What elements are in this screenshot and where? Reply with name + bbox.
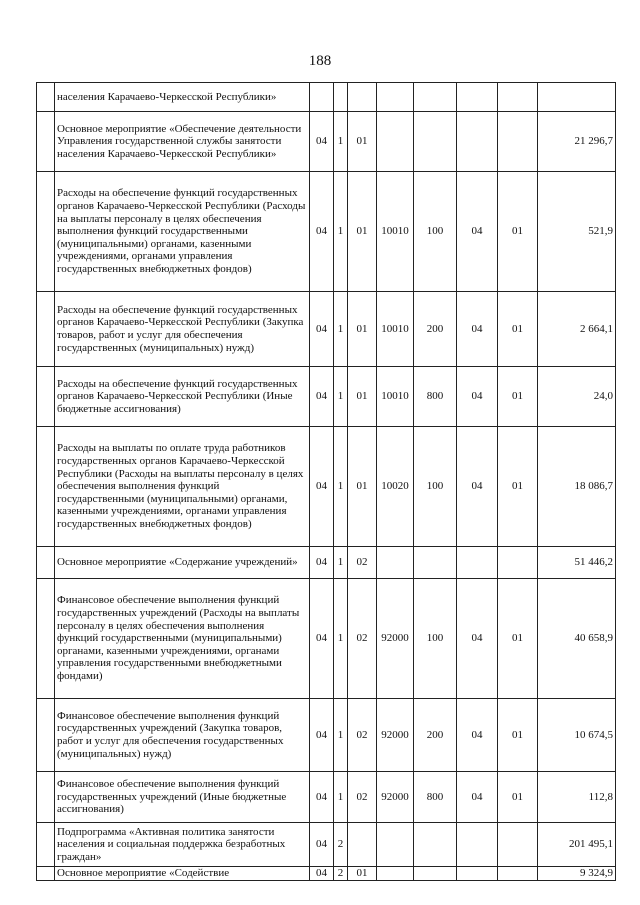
code-cell [457,867,498,881]
code-cell: 04 [310,427,334,547]
amount-cell: 112,8 [538,772,616,823]
code-cell: 01 [348,867,377,881]
table-row [37,579,616,699]
table-row [37,867,616,881]
amount-cell: 2 664,1 [538,292,616,367]
amount-cell: 10 674,5 [538,699,616,772]
margin-cell [37,823,55,867]
margin-cell [37,772,55,823]
amount-cell [538,83,616,112]
code-cell: 01 [498,367,538,427]
amount-cell: 24,0 [538,367,616,427]
code-cell [457,547,498,579]
code-cell [377,867,414,881]
code-cell: 04 [457,292,498,367]
code-cell [377,547,414,579]
code-cell: 10010 [377,292,414,367]
code-cell: 1 [334,579,348,699]
code-cell: 2 [334,867,348,881]
code-cell: 800 [414,772,457,823]
code-cell: 10020 [377,427,414,547]
margin-cell [37,83,55,112]
code-cell: 04 [310,699,334,772]
amount-cell: 201 495,1 [538,823,616,867]
code-cell: 200 [414,292,457,367]
code-cell: 01 [348,112,377,172]
code-cell [377,112,414,172]
margin-cell [37,112,55,172]
table-row [37,427,616,547]
code-cell [310,83,334,112]
code-cell: 01 [498,292,538,367]
code-cell: 01 [498,579,538,699]
code-cell: 100 [414,172,457,292]
item-name-cell: Основное мероприятие «Содействие [55,867,310,881]
code-cell: 1 [334,547,348,579]
code-cell: 200 [414,699,457,772]
code-cell: 100 [414,427,457,547]
code-cell [414,823,457,867]
code-cell: 04 [310,547,334,579]
code-cell [498,112,538,172]
code-cell [498,823,538,867]
code-cell: 01 [498,699,538,772]
budget-table [36,82,616,881]
code-cell [498,867,538,881]
code-cell: 1 [334,367,348,427]
item-name-cell: Основное мероприятие «Содержание учреждений» [55,547,310,579]
margin-cell [37,292,55,367]
code-cell: 04 [310,367,334,427]
margin-cell [37,427,55,547]
amount-cell: 40 658,9 [538,579,616,699]
code-cell [377,83,414,112]
code-cell: 1 [334,172,348,292]
code-cell [348,83,377,112]
amount-cell: 9 324,9 [538,867,616,881]
item-name-cell: Расходы на выплаты по оплате труда работников государственных органов Карачаево-Черкесской Республики (Расходы на выплаты персоналу в целях обеспечения выполнения функций государственными (муниципальными) органами, казенными учреждениями, органами управления государственных внебюджетных фондов) [55,427,310,547]
amount-cell: 521,9 [538,172,616,292]
code-cell [348,823,377,867]
code-cell [457,112,498,172]
margin-cell [37,172,55,292]
item-name-cell: Расходы на обеспечение функций государственных органов Карачаево-Черкесской Республики (Закупка товаров, работ и услуг для обеспечения государственных (муниципальных) нужд) [55,292,310,367]
table-row [37,772,616,823]
margin-cell [37,699,55,772]
code-cell: 04 [457,579,498,699]
code-cell [457,83,498,112]
code-cell: 04 [457,427,498,547]
code-cell: 01 [498,772,538,823]
code-cell: 04 [310,867,334,881]
item-name-cell: Финансовое обеспечение выполнения функций государственных учреждений (Расходы на выплаты персоналу в целях обеспечения выполнения функций государственными (муниципальными) органами, казенными учреждениями, органами управления государственными внебюджетными фондами) [55,579,310,699]
page-number: 188 [308,53,332,69]
code-cell: 02 [348,699,377,772]
amount-cell: 21 296,7 [538,112,616,172]
code-cell: 04 [310,579,334,699]
table-row [37,83,616,112]
code-cell [377,823,414,867]
code-cell [334,83,348,112]
table-row [37,547,616,579]
code-cell: 92000 [377,699,414,772]
code-cell: 01 [348,292,377,367]
item-name-cell: Финансовое обеспечение выполнения функций государственных учреждений (Закупка товаров, работ и услуг для обеспечения государственных (муниципальных) нужд) [55,699,310,772]
code-cell: 04 [310,823,334,867]
code-cell: 1 [334,772,348,823]
code-cell [414,547,457,579]
table-row [37,699,616,772]
code-cell: 1 [334,427,348,547]
table-row [37,367,616,427]
code-cell: 04 [457,772,498,823]
code-cell: 92000 [377,579,414,699]
item-name-cell: Расходы на обеспечение функций государственных органов Карачаево-Черкесской Республики (Расходы на выплаты персоналу в целях обеспечения выполнения функций государственными (муниципальными) органами, казенными учреждениями, органами управления государственных внебюджетных фондов) [55,172,310,292]
code-cell: 04 [457,367,498,427]
code-cell: 04 [457,699,498,772]
item-name-cell: Финансовое обеспечение выполнения функций государственных учреждений (Иные бюджетные ассигнования) [55,772,310,823]
code-cell [457,823,498,867]
code-cell: 01 [348,427,377,547]
code-cell: 1 [334,699,348,772]
code-cell: 100 [414,579,457,699]
item-name-cell: Основное мероприятие «Обеспечение деятельности Управления государственной службы занятости населения Карачаево-Черкесской Республики» [55,112,310,172]
table-body [37,83,616,881]
table-row [37,823,616,867]
table-row [37,292,616,367]
code-cell [414,83,457,112]
margin-cell [37,547,55,579]
margin-cell [37,367,55,427]
code-cell: 02 [348,772,377,823]
code-cell: 01 [348,367,377,427]
code-cell: 800 [414,367,457,427]
code-cell: 04 [310,772,334,823]
table-row [37,112,616,172]
amount-cell: 18 086,7 [538,427,616,547]
code-cell: 04 [310,172,334,292]
code-cell: 1 [334,292,348,367]
code-cell: 04 [310,292,334,367]
code-cell [498,83,538,112]
code-cell [414,112,457,172]
code-cell: 02 [348,547,377,579]
amount-cell: 51 446,2 [538,547,616,579]
code-cell: 04 [310,112,334,172]
code-cell [498,547,538,579]
item-name-cell: Расходы на обеспечение функций государственных органов Карачаево-Черкесской Республики (Иные бюджетные ассигнования) [55,367,310,427]
item-name-cell: населения Карачаево-Черкесской Республики» [55,83,310,112]
code-cell: 1 [334,112,348,172]
code-cell: 01 [498,427,538,547]
code-cell: 10010 [377,172,414,292]
code-cell: 92000 [377,772,414,823]
code-cell: 04 [457,172,498,292]
code-cell: 01 [348,172,377,292]
code-cell: 02 [348,579,377,699]
code-cell: 01 [498,172,538,292]
item-name-cell: Подпрограмма «Активная политика занятости населения и социальная поддержка безработных граждан» [55,823,310,867]
code-cell [414,867,457,881]
margin-cell [37,867,55,881]
table-row [37,172,616,292]
code-cell: 2 [334,823,348,867]
code-cell: 10010 [377,367,414,427]
margin-cell [37,579,55,699]
